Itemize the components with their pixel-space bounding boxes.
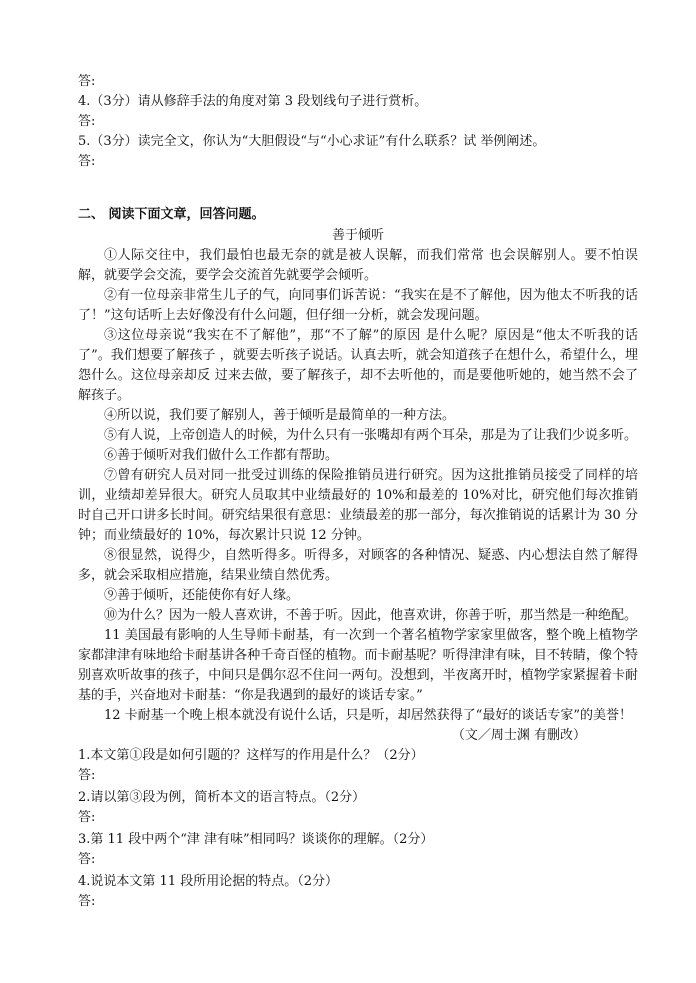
answer-label-1: 答:	[78, 768, 96, 783]
answer-label-4: 答:	[78, 894, 96, 909]
paragraph-8: ⑧很显然，说得少，自然听得多。听得多，对顾客的各种情况、疑惑、内心想法自然了解得多，就会采取相应措施，结果业绩自然优秀。	[78, 548, 638, 583]
paragraph-10: ⑩为什么？因为一般人喜欢讲，不善于听。因此，他喜欢讲，你善于听，那当然是一种绝配。	[104, 608, 638, 623]
paragraph-11: 11 美国最有影响的人生导师卡耐基，有一次到一个著名植物学家家里做客，整个晚上植物学家都津津有味地给卡耐基讲各种千奇百怪的植物。而卡耐基呢？听得津津有味，目不转睛，像个特别喜欢听故事的孩子，中间只是偶尔忍不住问一两句。没想到，半夜离开时，植物学家紧握着卡耐基的手，兴奋地对卡耐基：“你是我遇到的最好的谈话专家。”	[78, 628, 638, 703]
question-item-4: 4.说说本文第 11 段所用论据的特点。（2分）	[78, 874, 338, 889]
answer-label-2: 答:	[78, 810, 96, 825]
paragraph-7: ⑦曾有研究人员对同一批受过训练的保险推销员进行研究。因为这批推销员接受了同样的培训，业绩却差异很大。研究人员取其中业绩最好的 10%和最差的 10%对比，研究他们每次推销时自己开口讲多长时间。研究结果很有意思：业绩最差的那一部分，每次推销说的话累计为 30 分钟；而业绩最好的 10%，每次累计只说 12 分钟。	[78, 468, 638, 543]
paragraph-2: ②有一位母亲非常生儿子的气，向同事们诉苦说：“我实在是不了解他，因为他太不听我的话了！”这句话听上去好像没有什么问题，但仔细一分析，就会发现问题。	[78, 288, 638, 323]
answer-label-q5: 答:	[78, 154, 96, 169]
article-body	[78, 246, 638, 726]
document-page	[78, 72, 638, 914]
questions-list	[78, 746, 638, 912]
question-item-2: 2.请以第③段为例，简析本文的语言特点。（2分）	[78, 790, 366, 805]
section-gap	[78, 172, 638, 196]
paragraph-3: ③这位母亲说“我实在不了解他”，那“不了解”的原因 是什么呢？原因是“他太不听我的话了”。我们想要了解孩子 ，就要去听孩子说话。认真去听，就会知道孩子在想什么，希望什么，埋怨什么。这位母亲却反 过来去做，要了解孩子，却不去听他的，而是要他听她的，她当然不会了解孩子。	[78, 328, 638, 403]
answer-label-q3: 答:	[78, 74, 96, 89]
article-source: （文／周士渊 有删改）	[451, 728, 586, 743]
question-5: 5.（3分）读完全文，你认为“大胆假设“与“小心求证”有什么联系？试 举例阐述。	[78, 134, 546, 149]
article-title: 善于倾听	[331, 228, 384, 243]
paragraph-4: ④所以说，我们要了解别人，善于倾听是最简单的一种方法。	[104, 408, 456, 423]
paragraph-6: ⑥善于倾听对我们做什么工作都有帮助。	[104, 448, 339, 463]
paragraph-9: ⑨善于倾听，还能使你有好人缘。	[104, 588, 300, 603]
question-4: 4.（3分）请从修辞手法的角度对第 3 段划线句子进行赏析。	[78, 94, 428, 109]
question-item-3: 3.第 11 段中两个“津 津有味”相同吗？谈谈你的理解。（2分）	[78, 832, 434, 847]
answer-label-3: 答:	[78, 852, 96, 867]
paragraph-12: 12 卡耐基一个晚上根本就没有说什么话，只是听，却居然获得了“最好的谈话专家”的美誉！	[104, 708, 632, 723]
question-item-1: 1.本文第①段是如何引题的？这样写的作用是什么？（2分）	[78, 748, 424, 763]
paragraph-1: ①人际交往中，我们最怕也最无奈的就是被人误解，而我们常常 也会误解别人。要不怕误解，就要学会交流，要学会交流首先就要学会倾听。	[78, 248, 638, 283]
paragraph-5: ⑤有人说，上帝创造人的时候，为什么只有一张嘴却有两个耳朵，那是为了让我们少说多听。	[104, 428, 638, 443]
section-heading: 二、 阅读下面文章，回答问题。	[78, 207, 265, 222]
answer-label-q4: 答:	[78, 114, 96, 129]
